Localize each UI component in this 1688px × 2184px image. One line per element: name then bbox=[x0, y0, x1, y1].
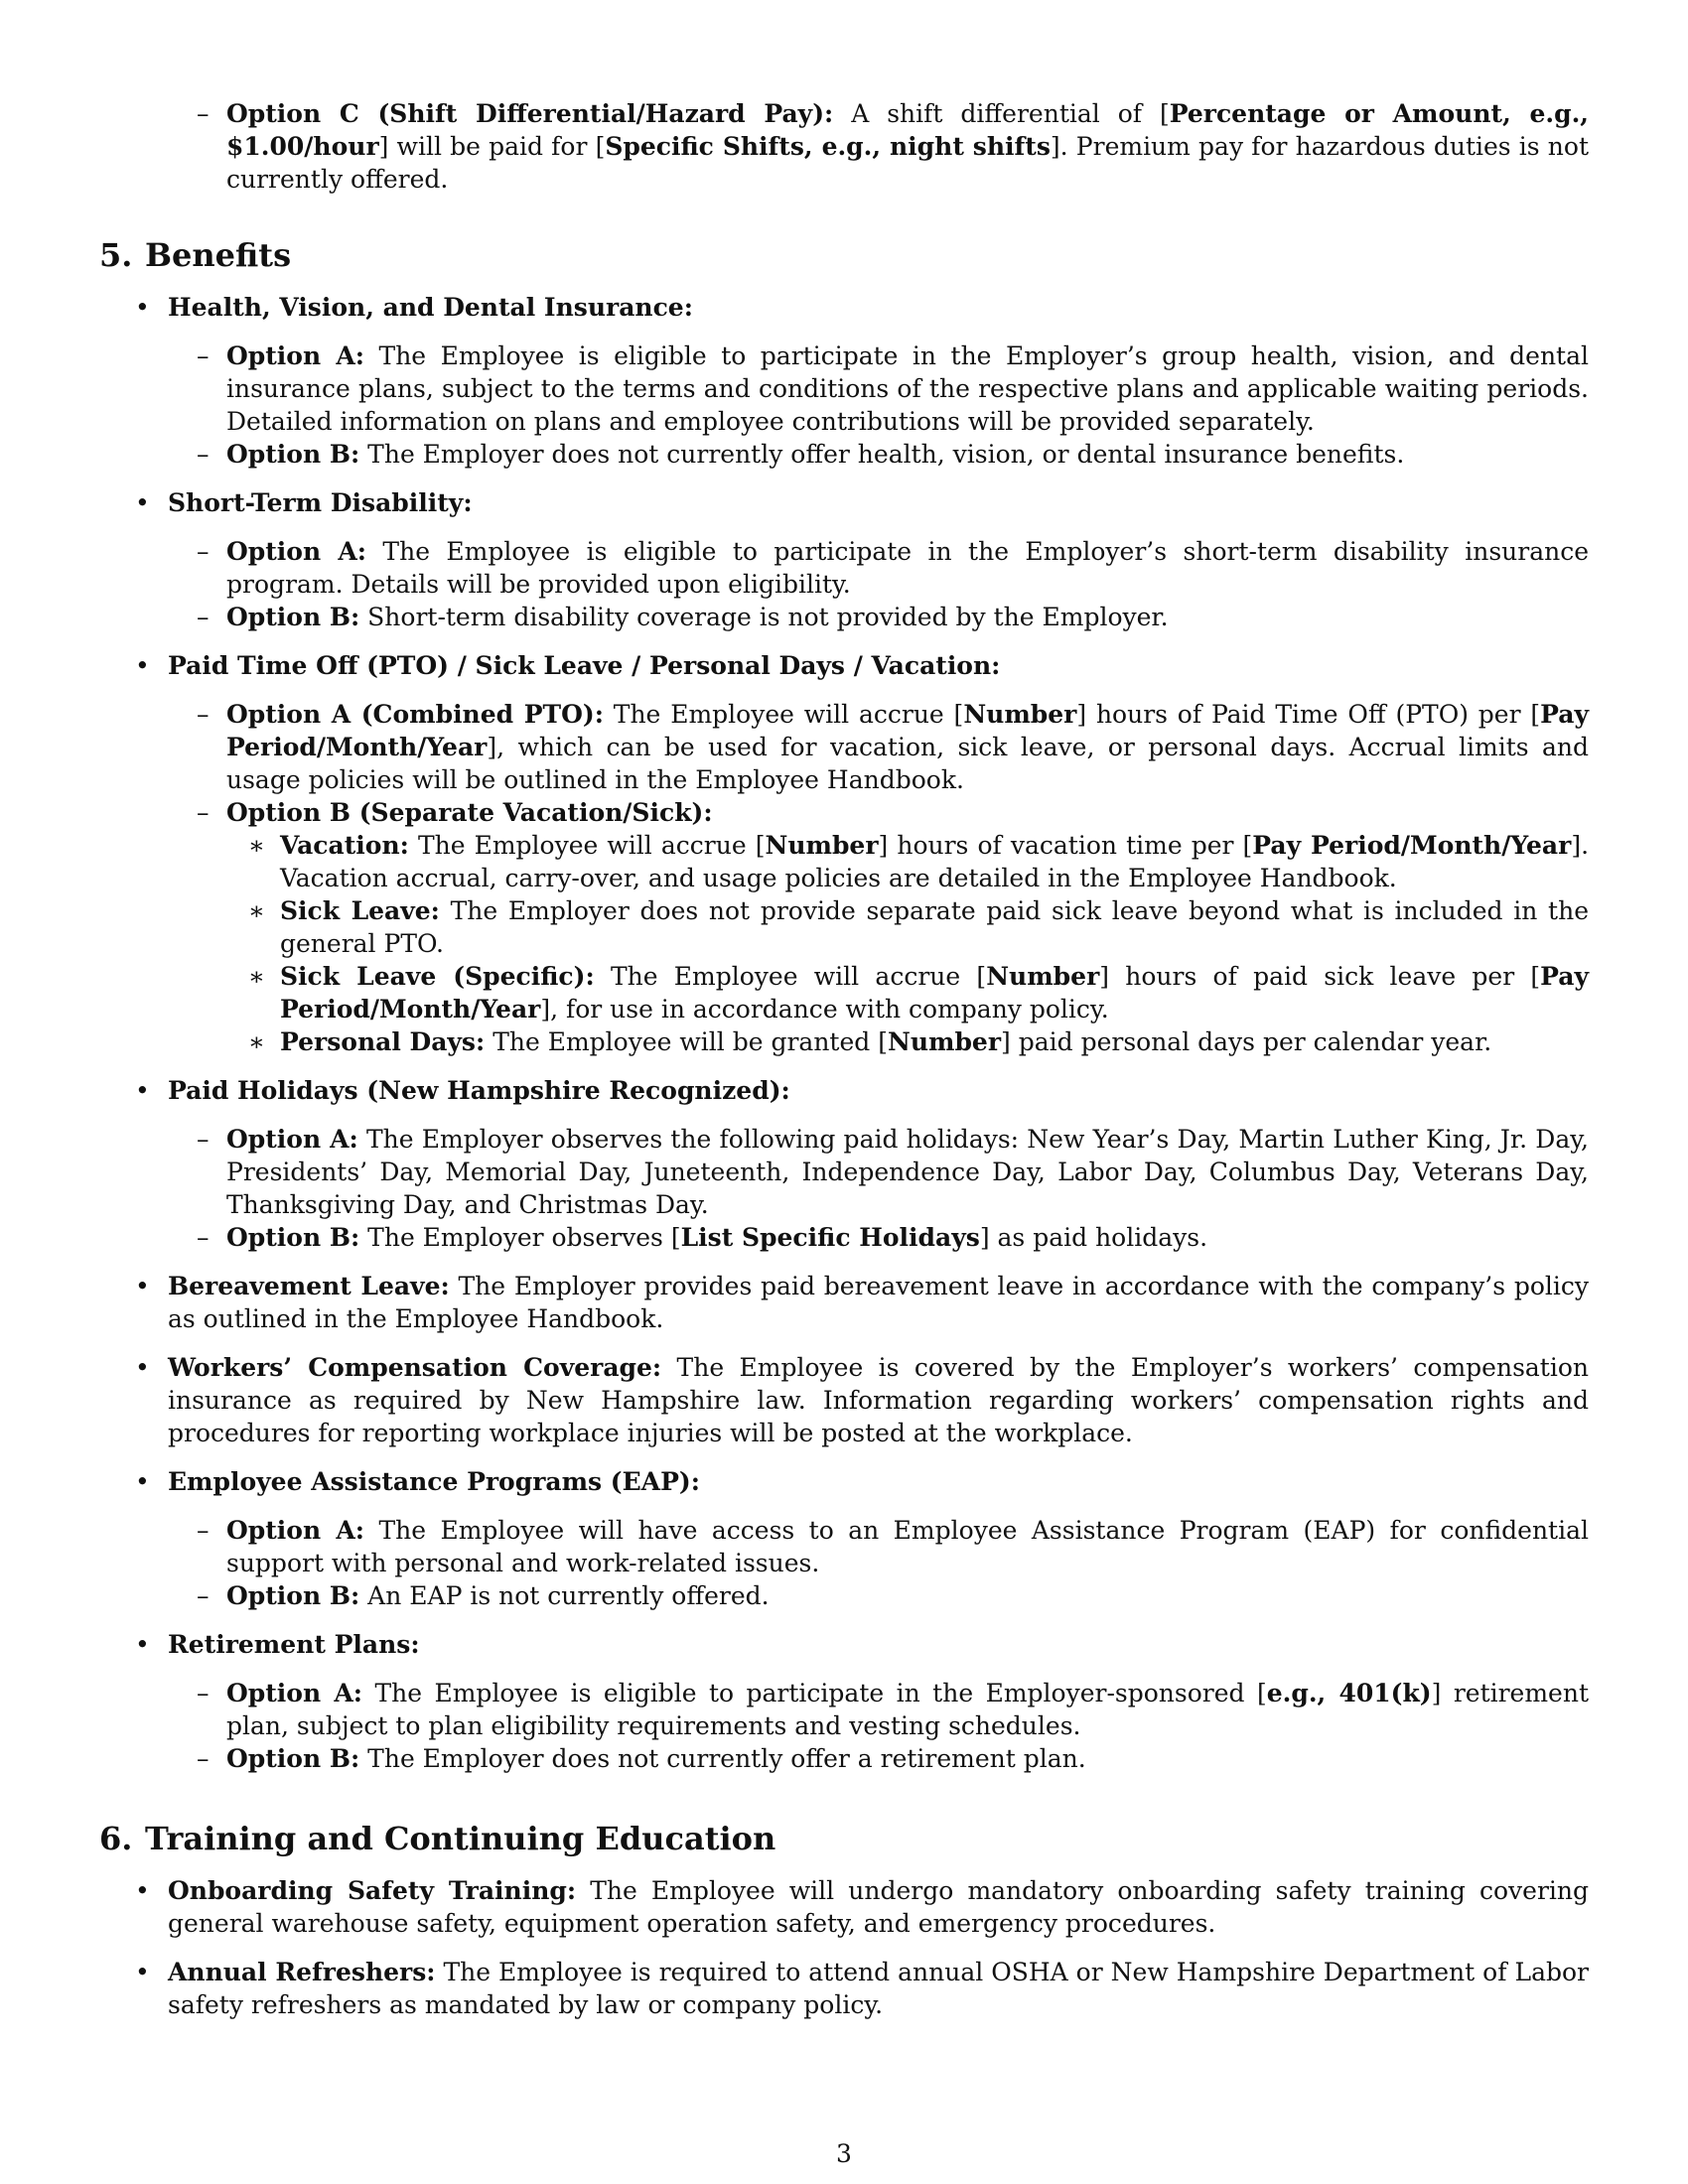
bullet-marker: • bbox=[135, 1876, 150, 1905]
bullet-bereavement-leave: • Bereavement Leave: The Employer provides paid bereavement leave in accordance with the company’s policy as outlined in the Employee Handbook. bbox=[135, 1272, 1590, 1333]
bullet-marker: • bbox=[135, 1353, 150, 1382]
page-number: 3 bbox=[836, 2139, 852, 2168]
retirement-options bbox=[99, 1677, 1589, 1775]
eap-options bbox=[99, 1514, 1589, 1612]
bullet-onboarding-training: • Onboarding Safety Training: The Employee will undergo mandatory onboarding safety training covering general warehouse safety, equipment operation safety, and emergency procedures. bbox=[135, 1876, 1590, 1938]
holiday-option-b: – Option B: The Employer observes [List Specific Holidays] as paid holidays. bbox=[197, 1223, 1208, 1252]
bullet-marker: • bbox=[135, 1467, 150, 1496]
dash-marker: – bbox=[197, 99, 210, 128]
disability-option-b: – Option B: Short-term disability coverage is not provided by the Employer. bbox=[197, 603, 1169, 631]
bullet-marker: • bbox=[135, 1076, 150, 1105]
holiday-options bbox=[99, 1123, 1589, 1254]
pto-sick-leave: ∗ Sick Leave: The Employer does not provide separate paid sick leave beyond what is included in the general PTO. bbox=[248, 896, 1589, 958]
eap-option-a: – Option A: The Employee will have access to an Employee Assistance Program (EAP) for confidential support with personal and work-related issues. bbox=[197, 1516, 1589, 1577]
bullet-marker: • bbox=[135, 1630, 150, 1659]
bullet-retirement-plans: • Retirement Plans: bbox=[135, 1630, 420, 1659]
health-option-b: – Option B: The Employer does not currently offer health, vision, or dental insurance benefits. bbox=[197, 440, 1405, 469]
bullet-marker: • bbox=[135, 1272, 150, 1300]
bullet-marker: • bbox=[135, 1958, 150, 1986]
pto-option-b: – Option B (Separate Vacation/Sick): bbox=[197, 798, 713, 827]
bullet-annual-refreshers: • Annual Refreshers: The Employee is required to attend annual OSHA or New Hampshire Department of Labor safety refreshers as mandated by law or company policy. bbox=[135, 1958, 1589, 2019]
health-option-a: – Option A: The Employee is eligible to participate in the Employer’s group health, vision, and dental insurance plans, subject to the terms and conditions of the respective plans and applicable waiting periods. Detailed information on plans and employee contributions will be provided separately. bbox=[197, 341, 1589, 436]
bullet-marker: • bbox=[135, 651, 150, 680]
pto-vacation: ∗ Vacation: The Employee will accrue [Number] hours of vacation time per [Pay Period/Month/Year]. Vacation accrual, carry-over, and usage policies are detailed in the Employee Handbook. bbox=[248, 831, 1590, 892]
pto-sick-leave-specific: ∗ Sick Leave (Specific): The Employee will accrue [Number] hours of paid sick leave per [Pay Period/Month/Year], for use in accordance with company policy. bbox=[248, 962, 1590, 1024]
pto-personal-days: ∗ Personal Days: The Employee will be granted [Number] paid personal days per calendar year. bbox=[248, 1027, 1492, 1056]
pto-option-a: – Option A (Combined PTO): The Employee will accrue [Number] hours of Paid Time Off (PTO) per [Pay Period/Month/Year], which can be used for vacation, sick leave, or personal days. Accrual limits and usage policies will be outlined in the Employee Handbook. bbox=[197, 700, 1590, 794]
bullet-paid-time-off: • Paid Time Off (PTO) / Sick Leave / Personal Days / Vacation: bbox=[135, 651, 1001, 680]
health-options bbox=[99, 340, 1589, 471]
retirement-option-a: – Option A: The Employee is eligible to participate in the Employer-sponsored [e.g., 401(k)] retirement plan, subject to plan eligibility requirements and vesting schedules. bbox=[197, 1679, 1589, 1740]
page-content bbox=[99, 97, 1589, 2021]
bullet-health-vision-dental: • Health, Vision, and Dental Insurance: bbox=[135, 293, 693, 322]
disability-option-a: – Option A: The Employee is eligible to participate in the Employer’s short-term disability insurance program. Details will be provided upon eligibility. bbox=[197, 537, 1590, 599]
holiday-option-a: – Option A: The Employer observes the following paid holidays: New Year’s Day, Martin Luther King, Jr. Day, Presidents’ Day, Memorial Day, Juneteenth, Independence Day, Labor Day, Columbus Day, Veterans Day, Thanksgiving Day, and Christmas Day. bbox=[197, 1125, 1590, 1219]
bullet-marker: • bbox=[135, 293, 150, 322]
option-c-shift-differential: – Option C (Shift Differential/Hazard Pay): A shift differential of [Percentage or Amount, e.g., $1.00/hour] will be paid for [Specific Shifts, e.g., night shifts]. Premium pay for hazardous duties is not currently offered. bbox=[197, 99, 1589, 194]
disability-options bbox=[99, 535, 1589, 633]
bullet-short-term-disability: • Short-Term Disability: bbox=[135, 488, 473, 517]
section-heading-benefits: 5. Benefits bbox=[99, 236, 292, 274]
bullet-marker: • bbox=[135, 488, 150, 517]
pto-options bbox=[99, 698, 1589, 1058]
eap-option-b: – Option B: An EAP is not currently offered. bbox=[197, 1581, 770, 1610]
bullet-paid-holidays: • Paid Holidays (New Hampshire Recognized): bbox=[135, 1076, 790, 1105]
retirement-option-b: – Option B: The Employer does not currently offer a retirement plan. bbox=[197, 1744, 1086, 1773]
bullet-employee-assistance: • Employee Assistance Programs (EAP): bbox=[135, 1467, 700, 1496]
section-heading-training: 6. Training and Continuing Education bbox=[99, 1820, 776, 1857]
bullet-workers-compensation: • Workers’ Compensation Coverage: The Employee is covered by the Employer’s workers’ compensation insurance as required by New Hampshire law. Information regarding workers’ compensation rights and procedures for reporting workplace injuries will be posted at the workplace. bbox=[135, 1353, 1589, 1447]
